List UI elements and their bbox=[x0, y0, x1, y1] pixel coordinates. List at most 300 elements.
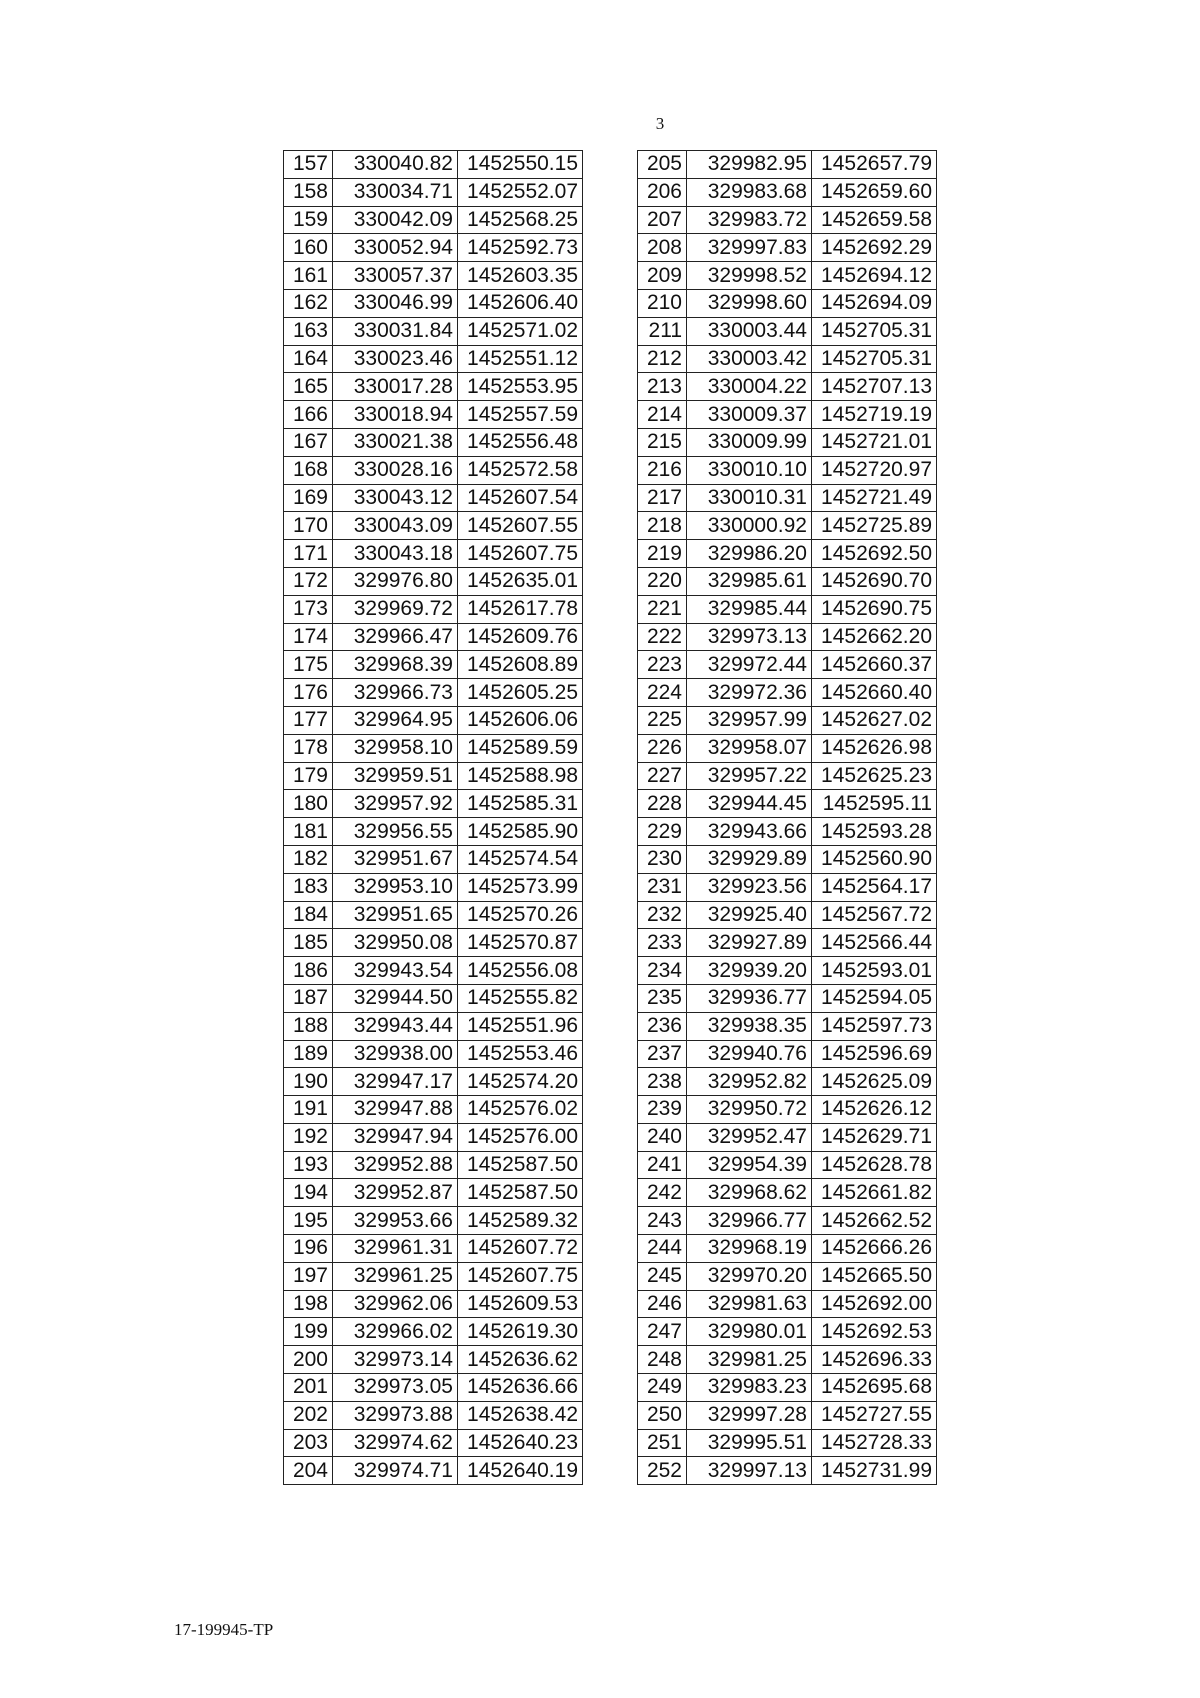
x-coordinate-cell: 329972.36 bbox=[687, 679, 812, 707]
table-row bbox=[284, 1207, 583, 1235]
point-number-cell: 231 bbox=[638, 873, 687, 901]
y-coordinate-cell: 1452606.06 bbox=[458, 706, 583, 734]
point-number-cell: 172 bbox=[284, 567, 333, 595]
table-row bbox=[638, 929, 937, 957]
point-number-cell: 168 bbox=[284, 456, 333, 484]
point-number-cell: 167 bbox=[284, 428, 333, 456]
y-coordinate-cell: 1452694.12 bbox=[812, 262, 937, 290]
table-row bbox=[638, 595, 937, 623]
point-number-cell: 205 bbox=[638, 151, 687, 179]
table-row bbox=[638, 957, 937, 985]
y-coordinate-cell: 1452625.09 bbox=[812, 1068, 937, 1096]
x-coordinate-cell: 329954.39 bbox=[687, 1151, 812, 1179]
x-coordinate-cell: 329966.47 bbox=[333, 623, 458, 651]
table-row bbox=[638, 762, 937, 790]
table-row bbox=[638, 651, 937, 679]
point-number-cell: 237 bbox=[638, 1040, 687, 1068]
table-row bbox=[638, 289, 937, 317]
x-coordinate-cell: 330010.10 bbox=[687, 456, 812, 484]
y-coordinate-cell: 1452550.15 bbox=[458, 151, 583, 179]
y-coordinate-cell: 1452574.54 bbox=[458, 845, 583, 873]
x-coordinate-cell: 329968.19 bbox=[687, 1235, 812, 1263]
x-coordinate-cell: 329964.95 bbox=[333, 706, 458, 734]
point-number-cell: 250 bbox=[638, 1401, 687, 1429]
x-coordinate-cell: 329982.95 bbox=[687, 151, 812, 179]
y-coordinate-cell: 1452665.50 bbox=[812, 1262, 937, 1290]
table-row bbox=[284, 1346, 583, 1374]
y-coordinate-cell: 1452707.13 bbox=[812, 373, 937, 401]
table-row bbox=[638, 1290, 937, 1318]
point-number-cell: 157 bbox=[284, 151, 333, 179]
table-row bbox=[284, 623, 583, 651]
table-row bbox=[638, 262, 937, 290]
x-coordinate-cell: 329952.47 bbox=[687, 1123, 812, 1151]
x-coordinate-cell: 329997.28 bbox=[687, 1401, 812, 1429]
table-row bbox=[284, 484, 583, 512]
table-row bbox=[284, 1374, 583, 1402]
point-number-cell: 176 bbox=[284, 679, 333, 707]
x-coordinate-cell: 329974.71 bbox=[333, 1457, 458, 1485]
table-row bbox=[638, 151, 937, 179]
y-coordinate-cell: 1452585.90 bbox=[458, 818, 583, 846]
table-row bbox=[638, 234, 937, 262]
table-row bbox=[284, 1262, 583, 1290]
table-row bbox=[284, 1318, 583, 1346]
y-coordinate-cell: 1452727.55 bbox=[812, 1401, 937, 1429]
table-row bbox=[284, 790, 583, 818]
y-coordinate-cell: 1452720.97 bbox=[812, 456, 937, 484]
point-number-cell: 245 bbox=[638, 1262, 687, 1290]
y-coordinate-cell: 1452640.19 bbox=[458, 1457, 583, 1485]
x-coordinate-cell: 330052.94 bbox=[333, 234, 458, 262]
x-coordinate-cell: 329973.14 bbox=[333, 1346, 458, 1374]
y-coordinate-cell: 1452640.23 bbox=[458, 1429, 583, 1457]
point-number-cell: 186 bbox=[284, 957, 333, 985]
point-number-cell: 217 bbox=[638, 484, 687, 512]
x-coordinate-cell: 329976.80 bbox=[333, 567, 458, 595]
table-row bbox=[638, 345, 937, 373]
x-coordinate-cell: 329983.23 bbox=[687, 1374, 812, 1402]
x-coordinate-cell: 329951.65 bbox=[333, 901, 458, 929]
x-coordinate-cell: 329953.10 bbox=[333, 873, 458, 901]
x-coordinate-cell: 330034.71 bbox=[333, 178, 458, 206]
document-code: 17-199945-TP bbox=[174, 1620, 274, 1639]
point-number-cell: 241 bbox=[638, 1151, 687, 1179]
point-number-cell: 159 bbox=[284, 206, 333, 234]
x-coordinate-cell: 329969.72 bbox=[333, 595, 458, 623]
table-row bbox=[284, 818, 583, 846]
table-row bbox=[284, 317, 583, 345]
table-row bbox=[284, 234, 583, 262]
y-coordinate-cell: 1452553.46 bbox=[458, 1040, 583, 1068]
table-row bbox=[638, 428, 937, 456]
table-row bbox=[638, 706, 937, 734]
point-number-cell: 242 bbox=[638, 1179, 687, 1207]
point-number-cell: 197 bbox=[284, 1262, 333, 1290]
y-coordinate-cell: 1452692.29 bbox=[812, 234, 937, 262]
table-row bbox=[284, 178, 583, 206]
y-coordinate-cell: 1452657.79 bbox=[812, 151, 937, 179]
x-coordinate-cell: 330040.82 bbox=[333, 151, 458, 179]
x-coordinate-cell: 329995.51 bbox=[687, 1429, 812, 1457]
y-coordinate-cell: 1452570.87 bbox=[458, 929, 583, 957]
table-row bbox=[284, 1290, 583, 1318]
x-coordinate-cell: 330021.38 bbox=[333, 428, 458, 456]
point-number-cell: 228 bbox=[638, 790, 687, 818]
x-coordinate-cell: 329947.88 bbox=[333, 1096, 458, 1124]
table-row bbox=[284, 1429, 583, 1457]
point-number-cell: 249 bbox=[638, 1374, 687, 1402]
point-number-cell: 225 bbox=[638, 706, 687, 734]
point-number-cell: 189 bbox=[284, 1040, 333, 1068]
x-coordinate-cell: 329943.44 bbox=[333, 1012, 458, 1040]
point-number-cell: 208 bbox=[638, 234, 687, 262]
y-coordinate-cell: 1452609.76 bbox=[458, 623, 583, 651]
x-coordinate-cell: 329973.05 bbox=[333, 1374, 458, 1402]
y-coordinate-cell: 1452556.08 bbox=[458, 957, 583, 985]
point-number-cell: 179 bbox=[284, 762, 333, 790]
y-coordinate-cell: 1452593.28 bbox=[812, 818, 937, 846]
point-number-cell: 193 bbox=[284, 1151, 333, 1179]
point-number-cell: 191 bbox=[284, 1096, 333, 1124]
table-row bbox=[284, 1235, 583, 1263]
point-number-cell: 240 bbox=[638, 1123, 687, 1151]
point-number-cell: 214 bbox=[638, 401, 687, 429]
point-number-cell: 166 bbox=[284, 401, 333, 429]
point-number-cell: 181 bbox=[284, 818, 333, 846]
point-number-cell: 169 bbox=[284, 484, 333, 512]
y-coordinate-cell: 1452636.62 bbox=[458, 1346, 583, 1374]
y-coordinate-cell: 1452571.02 bbox=[458, 317, 583, 345]
table-row bbox=[638, 1151, 937, 1179]
point-number-cell: 213 bbox=[638, 373, 687, 401]
point-number-cell: 236 bbox=[638, 1012, 687, 1040]
point-number-cell: 180 bbox=[284, 790, 333, 818]
x-coordinate-cell: 329966.02 bbox=[333, 1318, 458, 1346]
point-number-cell: 222 bbox=[638, 623, 687, 651]
table-row bbox=[284, 679, 583, 707]
point-number-cell: 247 bbox=[638, 1318, 687, 1346]
table-row bbox=[638, 1318, 937, 1346]
x-coordinate-cell: 329953.66 bbox=[333, 1207, 458, 1235]
table-row bbox=[284, 595, 583, 623]
table-row bbox=[284, 1068, 583, 1096]
point-number-cell: 194 bbox=[284, 1179, 333, 1207]
point-number-cell: 173 bbox=[284, 595, 333, 623]
y-coordinate-cell: 1452596.69 bbox=[812, 1040, 937, 1068]
x-coordinate-cell: 330046.99 bbox=[333, 289, 458, 317]
x-coordinate-cell: 330009.99 bbox=[687, 428, 812, 456]
point-number-cell: 170 bbox=[284, 512, 333, 540]
coordinates-table-left bbox=[283, 150, 583, 1485]
table-row bbox=[638, 984, 937, 1012]
point-number-cell: 207 bbox=[638, 206, 687, 234]
y-coordinate-cell: 1452594.05 bbox=[812, 984, 937, 1012]
x-coordinate-cell: 329936.77 bbox=[687, 984, 812, 1012]
y-coordinate-cell: 1452589.32 bbox=[458, 1207, 583, 1235]
y-coordinate-cell: 1452617.78 bbox=[458, 595, 583, 623]
y-coordinate-cell: 1452662.20 bbox=[812, 623, 937, 651]
table-row bbox=[638, 567, 937, 595]
table-row bbox=[284, 873, 583, 901]
y-coordinate-cell: 1452728.33 bbox=[812, 1429, 937, 1457]
table-row bbox=[638, 679, 937, 707]
table-row bbox=[638, 1262, 937, 1290]
x-coordinate-cell: 329962.06 bbox=[333, 1290, 458, 1318]
y-coordinate-cell: 1452721.01 bbox=[812, 428, 937, 456]
point-number-cell: 221 bbox=[638, 595, 687, 623]
point-number-cell: 252 bbox=[638, 1457, 687, 1485]
point-number-cell: 251 bbox=[638, 1429, 687, 1457]
table-row bbox=[638, 1401, 937, 1429]
y-coordinate-cell: 1452607.75 bbox=[458, 1262, 583, 1290]
y-coordinate-cell: 1452635.01 bbox=[458, 567, 583, 595]
point-number-cell: 233 bbox=[638, 929, 687, 957]
table-row bbox=[284, 957, 583, 985]
x-coordinate-cell: 329938.00 bbox=[333, 1040, 458, 1068]
y-coordinate-cell: 1452629.71 bbox=[812, 1123, 937, 1151]
point-number-cell: 210 bbox=[638, 289, 687, 317]
table-row bbox=[284, 401, 583, 429]
x-coordinate-cell: 329966.73 bbox=[333, 679, 458, 707]
table-row bbox=[638, 373, 937, 401]
x-coordinate-cell: 330028.16 bbox=[333, 456, 458, 484]
table-row bbox=[284, 762, 583, 790]
y-coordinate-cell: 1452564.17 bbox=[812, 873, 937, 901]
point-number-cell: 239 bbox=[638, 1096, 687, 1124]
table-row bbox=[638, 1207, 937, 1235]
table-row bbox=[284, 984, 583, 1012]
point-number-cell: 201 bbox=[284, 1374, 333, 1402]
x-coordinate-cell: 329966.77 bbox=[687, 1207, 812, 1235]
point-number-cell: 184 bbox=[284, 901, 333, 929]
x-coordinate-cell: 329947.17 bbox=[333, 1068, 458, 1096]
x-coordinate-cell: 329927.89 bbox=[687, 929, 812, 957]
table-row bbox=[638, 484, 937, 512]
point-number-cell: 174 bbox=[284, 623, 333, 651]
y-coordinate-cell: 1452731.99 bbox=[812, 1457, 937, 1485]
y-coordinate-cell: 1452607.72 bbox=[458, 1235, 583, 1263]
y-coordinate-cell: 1452576.02 bbox=[458, 1096, 583, 1124]
point-number-cell: 204 bbox=[284, 1457, 333, 1485]
y-coordinate-cell: 1452628.78 bbox=[812, 1151, 937, 1179]
x-coordinate-cell: 330018.94 bbox=[333, 401, 458, 429]
table-row bbox=[284, 1012, 583, 1040]
y-coordinate-cell: 1452638.42 bbox=[458, 1401, 583, 1429]
x-coordinate-cell: 329958.07 bbox=[687, 734, 812, 762]
x-coordinate-cell: 330023.46 bbox=[333, 345, 458, 373]
x-coordinate-cell: 329980.01 bbox=[687, 1318, 812, 1346]
x-coordinate-cell: 330003.44 bbox=[687, 317, 812, 345]
table-row bbox=[638, 1012, 937, 1040]
y-coordinate-cell: 1452725.89 bbox=[812, 512, 937, 540]
y-coordinate-cell: 1452607.54 bbox=[458, 484, 583, 512]
x-coordinate-cell: 329983.72 bbox=[687, 206, 812, 234]
table-row bbox=[638, 206, 937, 234]
y-coordinate-cell: 1452574.20 bbox=[458, 1068, 583, 1096]
point-number-cell: 244 bbox=[638, 1235, 687, 1263]
x-coordinate-cell: 330042.09 bbox=[333, 206, 458, 234]
x-coordinate-cell: 329944.50 bbox=[333, 984, 458, 1012]
x-coordinate-cell: 329957.92 bbox=[333, 790, 458, 818]
x-coordinate-cell: 329968.39 bbox=[333, 651, 458, 679]
x-coordinate-cell: 329947.94 bbox=[333, 1123, 458, 1151]
y-coordinate-cell: 1452556.48 bbox=[458, 428, 583, 456]
table-row bbox=[284, 845, 583, 873]
point-number-cell: 220 bbox=[638, 567, 687, 595]
x-coordinate-cell: 329952.82 bbox=[687, 1068, 812, 1096]
y-coordinate-cell: 1452662.52 bbox=[812, 1207, 937, 1235]
table-row bbox=[284, 929, 583, 957]
table-row bbox=[638, 178, 937, 206]
point-number-cell: 199 bbox=[284, 1318, 333, 1346]
point-number-cell: 196 bbox=[284, 1235, 333, 1263]
x-coordinate-cell: 329961.31 bbox=[333, 1235, 458, 1263]
x-coordinate-cell: 329983.68 bbox=[687, 178, 812, 206]
table-row bbox=[638, 1457, 937, 1485]
y-coordinate-cell: 1452659.58 bbox=[812, 206, 937, 234]
table-row bbox=[638, 1179, 937, 1207]
table-row bbox=[284, 151, 583, 179]
y-coordinate-cell: 1452660.37 bbox=[812, 651, 937, 679]
point-number-cell: 183 bbox=[284, 873, 333, 901]
x-coordinate-cell: 329944.45 bbox=[687, 790, 812, 818]
y-coordinate-cell: 1452619.30 bbox=[458, 1318, 583, 1346]
x-coordinate-cell: 329985.44 bbox=[687, 595, 812, 623]
point-number-cell: 162 bbox=[284, 289, 333, 317]
x-coordinate-cell: 330043.12 bbox=[333, 484, 458, 512]
x-coordinate-cell: 329939.20 bbox=[687, 957, 812, 985]
point-number-cell: 235 bbox=[638, 984, 687, 1012]
table-row bbox=[284, 512, 583, 540]
y-coordinate-cell: 1452587.50 bbox=[458, 1151, 583, 1179]
point-number-cell: 187 bbox=[284, 984, 333, 1012]
x-coordinate-cell: 329998.60 bbox=[687, 289, 812, 317]
x-coordinate-cell: 329985.61 bbox=[687, 567, 812, 595]
table-row bbox=[638, 1429, 937, 1457]
table-row bbox=[638, 901, 937, 929]
y-coordinate-cell: 1452573.99 bbox=[458, 873, 583, 901]
table-row bbox=[284, 1040, 583, 1068]
x-coordinate-cell: 330003.42 bbox=[687, 345, 812, 373]
y-coordinate-cell: 1452661.82 bbox=[812, 1179, 937, 1207]
table-row bbox=[284, 1179, 583, 1207]
point-number-cell: 203 bbox=[284, 1429, 333, 1457]
point-number-cell: 175 bbox=[284, 651, 333, 679]
table-row bbox=[638, 401, 937, 429]
table-row bbox=[284, 289, 583, 317]
y-coordinate-cell: 1452660.40 bbox=[812, 679, 937, 707]
y-coordinate-cell: 1452626.12 bbox=[812, 1096, 937, 1124]
y-coordinate-cell: 1452566.44 bbox=[812, 929, 937, 957]
x-coordinate-cell: 329952.87 bbox=[333, 1179, 458, 1207]
y-coordinate-cell: 1452627.02 bbox=[812, 706, 937, 734]
point-number-cell: 211 bbox=[638, 317, 687, 345]
table-row bbox=[638, 1096, 937, 1124]
y-coordinate-cell: 1452597.73 bbox=[812, 1012, 937, 1040]
table-row bbox=[638, 734, 937, 762]
x-coordinate-cell: 330010.31 bbox=[687, 484, 812, 512]
table-row bbox=[284, 1151, 583, 1179]
table-row bbox=[638, 818, 937, 846]
table-row bbox=[638, 317, 937, 345]
x-coordinate-cell: 329938.35 bbox=[687, 1012, 812, 1040]
y-coordinate-cell: 1452695.68 bbox=[812, 1374, 937, 1402]
point-number-cell: 185 bbox=[284, 929, 333, 957]
point-number-cell: 227 bbox=[638, 762, 687, 790]
x-coordinate-cell: 329925.40 bbox=[687, 901, 812, 929]
y-coordinate-cell: 1452625.23 bbox=[812, 762, 937, 790]
point-number-cell: 232 bbox=[638, 901, 687, 929]
x-coordinate-cell: 329970.20 bbox=[687, 1262, 812, 1290]
table-row bbox=[638, 1068, 937, 1096]
table-row bbox=[284, 567, 583, 595]
point-number-cell: 226 bbox=[638, 734, 687, 762]
point-number-cell: 158 bbox=[284, 178, 333, 206]
point-number-cell: 178 bbox=[284, 734, 333, 762]
x-coordinate-cell: 330009.37 bbox=[687, 401, 812, 429]
table-row bbox=[638, 512, 937, 540]
y-coordinate-cell: 1452551.96 bbox=[458, 1012, 583, 1040]
table-row bbox=[638, 1040, 937, 1068]
x-coordinate-cell: 330043.09 bbox=[333, 512, 458, 540]
point-number-cell: 195 bbox=[284, 1207, 333, 1235]
table-row bbox=[284, 1096, 583, 1124]
table-row bbox=[284, 1401, 583, 1429]
x-coordinate-cell: 330017.28 bbox=[333, 373, 458, 401]
x-coordinate-cell: 329973.88 bbox=[333, 1401, 458, 1429]
page-number: 3 bbox=[655, 114, 665, 133]
y-coordinate-cell: 1452666.26 bbox=[812, 1235, 937, 1263]
point-number-cell: 246 bbox=[638, 1290, 687, 1318]
y-coordinate-cell: 1452690.70 bbox=[812, 567, 937, 595]
x-coordinate-cell: 329958.10 bbox=[333, 734, 458, 762]
x-coordinate-cell: 329986.20 bbox=[687, 540, 812, 568]
y-coordinate-cell: 1452576.00 bbox=[458, 1123, 583, 1151]
y-coordinate-cell: 1452659.60 bbox=[812, 178, 937, 206]
point-number-cell: 229 bbox=[638, 818, 687, 846]
table-row bbox=[284, 1457, 583, 1485]
y-coordinate-cell: 1452557.59 bbox=[458, 401, 583, 429]
x-coordinate-cell: 329957.22 bbox=[687, 762, 812, 790]
point-number-cell: 165 bbox=[284, 373, 333, 401]
table-row bbox=[284, 651, 583, 679]
table-row bbox=[638, 623, 937, 651]
y-coordinate-cell: 1452719.19 bbox=[812, 401, 937, 429]
y-coordinate-cell: 1452603.35 bbox=[458, 262, 583, 290]
table-row bbox=[638, 1374, 937, 1402]
point-number-cell: 171 bbox=[284, 540, 333, 568]
x-coordinate-cell: 329959.51 bbox=[333, 762, 458, 790]
y-coordinate-cell: 1452696.33 bbox=[812, 1346, 937, 1374]
x-coordinate-cell: 329950.08 bbox=[333, 929, 458, 957]
coordinates-table-right bbox=[637, 150, 937, 1485]
y-coordinate-cell: 1452609.53 bbox=[458, 1290, 583, 1318]
table-row bbox=[284, 706, 583, 734]
y-coordinate-cell: 1452636.66 bbox=[458, 1374, 583, 1402]
x-coordinate-cell: 329973.13 bbox=[687, 623, 812, 651]
y-coordinate-cell: 1452589.59 bbox=[458, 734, 583, 762]
y-coordinate-cell: 1452592.73 bbox=[458, 234, 583, 262]
x-coordinate-cell: 329950.72 bbox=[687, 1096, 812, 1124]
y-coordinate-cell: 1452692.53 bbox=[812, 1318, 937, 1346]
table-row bbox=[638, 790, 937, 818]
y-coordinate-cell: 1452588.98 bbox=[458, 762, 583, 790]
y-coordinate-cell: 1452570.26 bbox=[458, 901, 583, 929]
table-row bbox=[284, 456, 583, 484]
x-coordinate-cell: 329943.66 bbox=[687, 818, 812, 846]
x-coordinate-cell: 329981.25 bbox=[687, 1346, 812, 1374]
